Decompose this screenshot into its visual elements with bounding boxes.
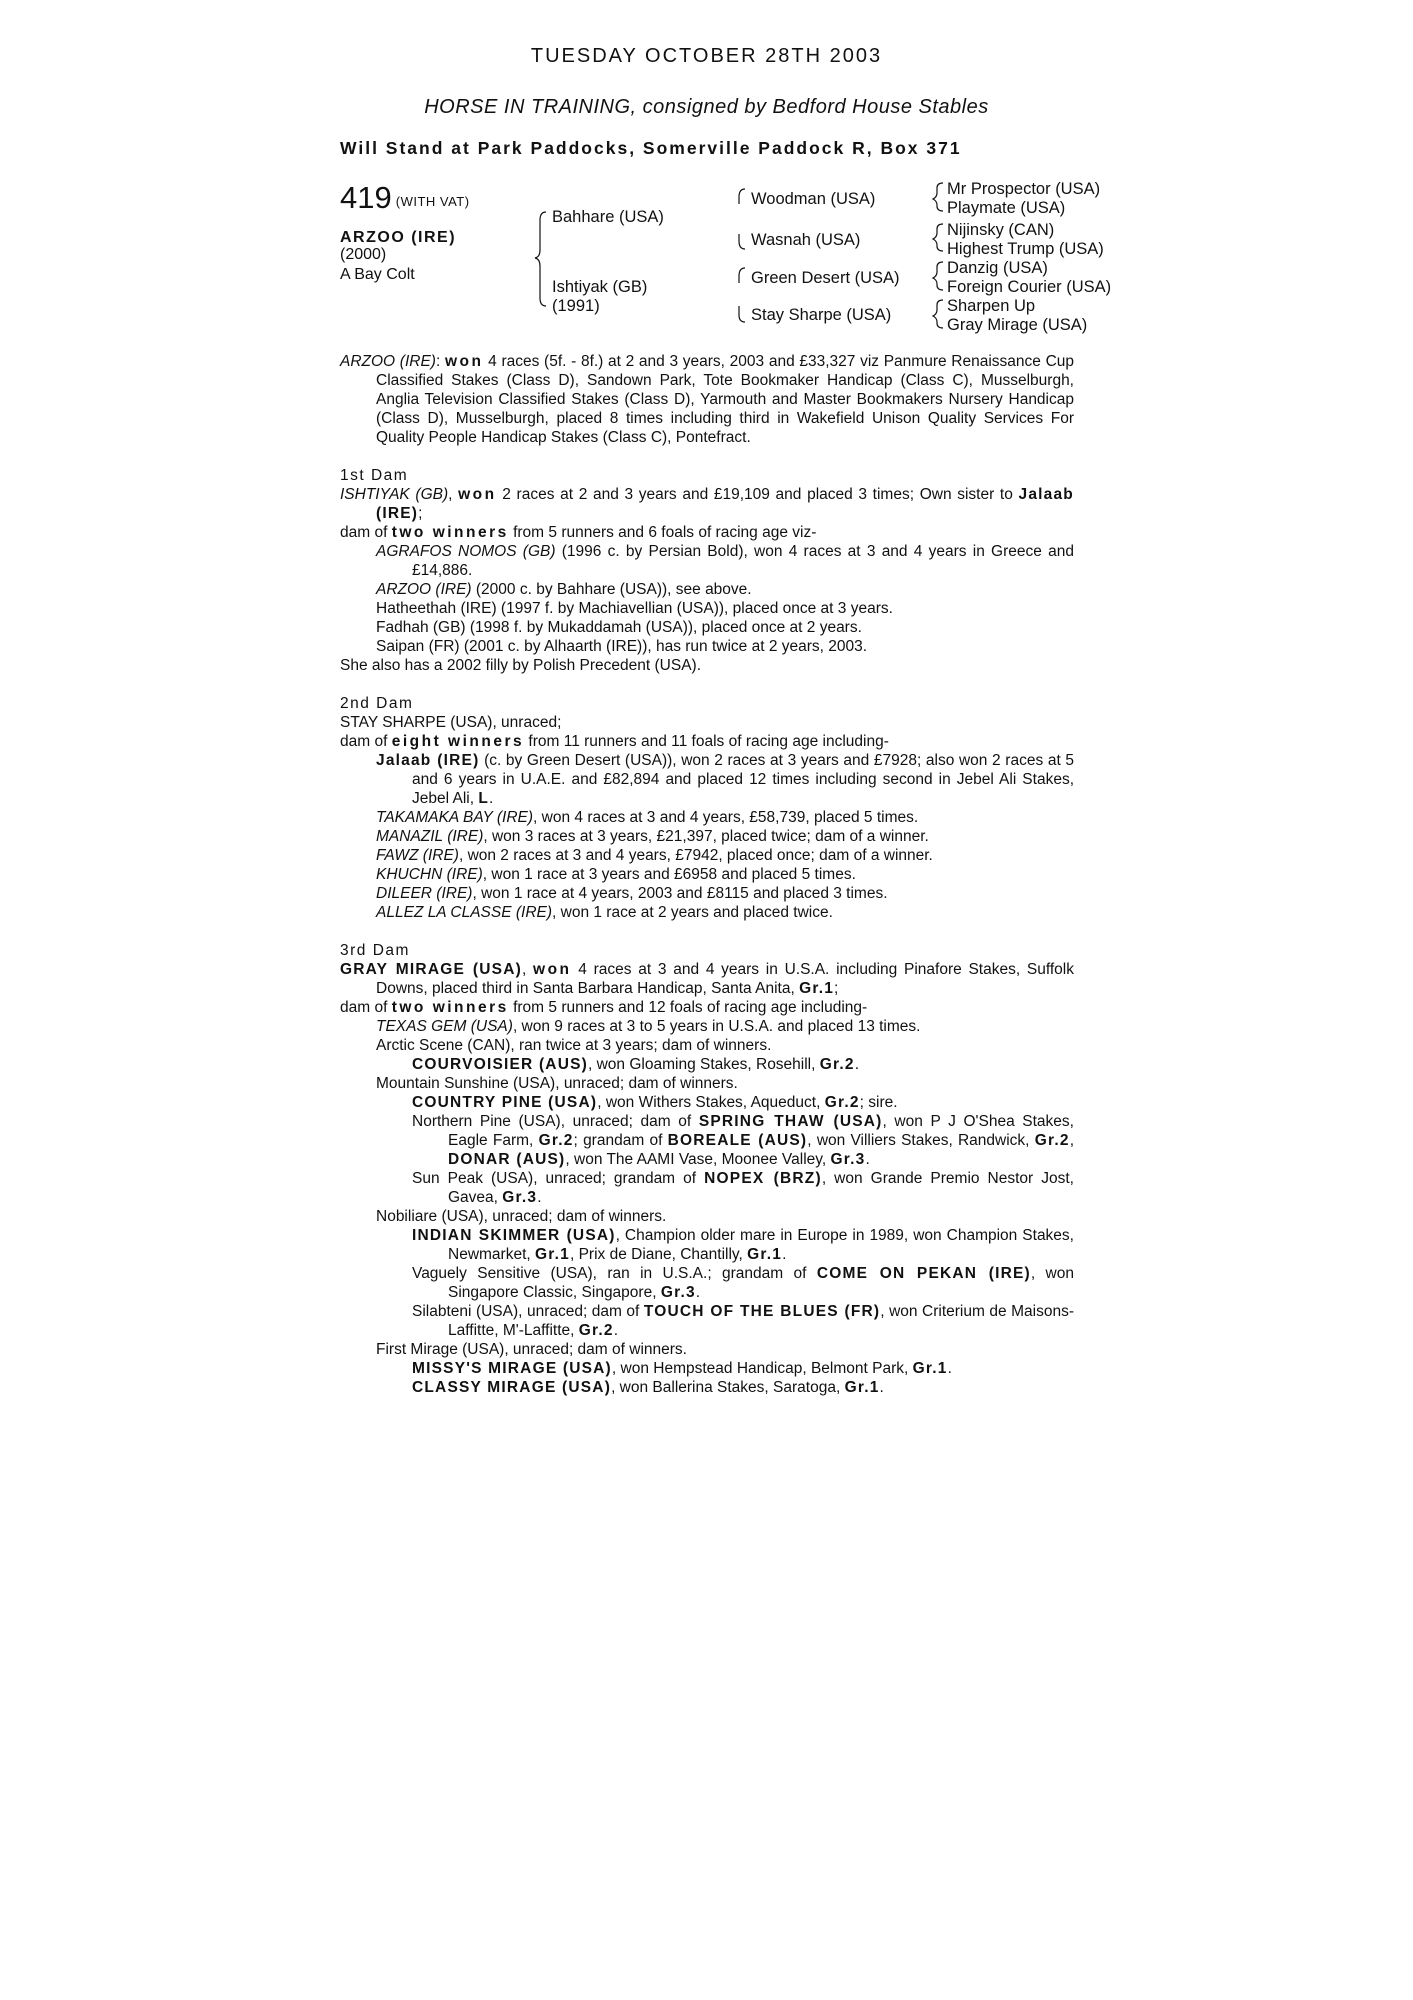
lot-number-value: 419 (340, 180, 392, 215)
first-dam-also: She also has a 2002 filly by Polish Precedent (USA). (340, 657, 701, 674)
great-grandparent-2: Playmate (USA) (947, 199, 1066, 217)
sale-date: TUESDAY OCTOBER 28TH 2003 (530, 45, 883, 67)
produce-silabteni: Silabteni (USA), unraced; dam of TOUCH OF THE BLUES (FR), won Criterium de Maisons-Laffitte, M'-Laffitte, Gr.2. (412, 1303, 1074, 1339)
vat-note: (WITH VAT) (395, 194, 470, 209)
runner-fawz: FAWZ (IRE), won 2 races at 3 and 4 years, £7942, placed once; dam of a winner. (376, 847, 933, 864)
gg-bracket-1 (933, 183, 943, 211)
dam-dam: Stay Sharpe (USA) (751, 306, 892, 324)
second-dam-produce: dam of eight winners from 11 runners and 11 foals of racing age including- (340, 733, 889, 750)
great-grandparent-4: Highest Trump (USA) (947, 240, 1104, 258)
sire-sire: Woodman (USA) (751, 190, 876, 208)
great-grandparent-6: Foreign Courier (USA) (947, 278, 1112, 296)
runner-classy-mirage: CLASSY MIRAGE (USA), won Ballerina Stakes, Saratoga, Gr.1. (412, 1379, 884, 1396)
produce-sun-peak: Sun Peak (USA), unraced; grandam of NOPEX (BRZ), won Grande Premio Nestor Jost, Gavea, Gr.3. (412, 1170, 1074, 1206)
sire-dam: Wasnah (USA) (751, 231, 861, 249)
foal-agrafos-nomos: AGRAFOS NOMOS (GB) (1996 c. by Persian Bold), won 4 races at 3 and 4 years in Greece and £14,886. (376, 543, 1074, 579)
produce-nobiliare: Nobiliare (USA), unraced; dam of winners. (376, 1208, 667, 1225)
runner-missys-mirage: MISSY'S MIRAGE (USA), won Hempstead Handicap, Belmont Park, Gr.1. (412, 1360, 952, 1377)
sire: Bahhare (USA) (552, 208, 664, 226)
great-grandparent-7: Sharpen Up (947, 297, 1036, 315)
dam-sire: Green Desert (USA) (751, 269, 900, 287)
sire-bracket (739, 189, 745, 204)
race-record: ARZOO (IRE): won 4 races (5f. - 8f.) at 2 and 3 years, 2003 and £33,327 viz Panmure Renaissance Cup Classified Stakes (Class D), Sandown Park, Tote Bookmaker Handicap (Class C), Musselburgh, Anglia Television Classified Stakes (Class D), Yarmouth and Master Bookmakers Nursery Handicap (Class D), Musselburgh, placed 8 times including third in Wakefield Unison Quality Services For Quality People Handicap Stakes (Class C), Pontefract. (340, 353, 1075, 446)
first-dam-produce: dam of two winners from 5 runners and 6 foals of racing age viz- (340, 524, 817, 541)
second-dam-heading: 2nd Dam (340, 695, 414, 712)
first-dam-record: ISHTIYAK (GB), won 2 races at 2 and 3 years and £19,109 and placed 3 times; Own sister to Jalaab (IRE); (340, 486, 1074, 522)
gg-bracket-2 (933, 224, 943, 251)
dam: Ishtiyak (GB) (552, 278, 648, 296)
foal-arzoo: ARZOO (IRE) (2000 c. by Bahhare (USA)), see above. (376, 581, 752, 598)
first-dam-heading: 1st Dam (340, 467, 409, 484)
produce-mountain-sunshine: Mountain Sunshine (USA), unraced; dam of winners. (376, 1075, 738, 1092)
second-dam-record: STAY SHARPE (USA), unraced; (340, 714, 562, 731)
runner-texas-gem: TEXAS GEM (USA), won 9 races at 3 to 5 years in U.S.A. and placed 13 times. (376, 1018, 921, 1035)
great-grandparent-5: Danzig (USA) (947, 259, 1048, 277)
runner-dileer: DILEER (IRE), won 1 race at 4 years, 2003 and £8115 and placed 3 times. (376, 885, 888, 902)
runner-manazil: MANAZIL (IRE), won 3 races at 3 years, £21,397, placed twice; dam of a winner. (376, 828, 929, 845)
third-dam-record: GRAY MIRAGE (USA), won 4 races at 3 and 4 years in U.S.A. including Pinafore Stakes, Suffolk Downs, placed third in Santa Barbara Handicap, Santa Anita, Gr.1; (340, 961, 1074, 997)
lot-number (340, 180, 470, 216)
runner-takamaka-bay: TAKAMAKA BAY (IRE), won 4 races at 3 and 4 years, £58,739, placed 5 times. (376, 809, 919, 826)
produce-first-mirage: First Mirage (USA), unraced; dam of winners. (376, 1341, 687, 1358)
horse-year: (2000) (340, 246, 387, 263)
produce-northern-pine: Northern Pine (USA), unraced; dam of SPRING THAW (USA), won P J O'Shea Stakes, Eagle Farm, Gr.2; grandam of BOREALE (AUS), won Villiers Stakes, Randwick, Gr.2, DONAR (AUS), won The AAMI Vase, Moonee Valley, Gr.3. (412, 1113, 1074, 1168)
runner-country-pine: COUNTRY PINE (USA), won Withers Stakes, Aqueduct, Gr.2; sire. (412, 1094, 898, 1111)
runner-allez-la-classe: ALLEZ LA CLASSE (IRE), won 1 race at 2 years and placed twice. (376, 904, 833, 921)
dam-year: (1991) (552, 297, 600, 315)
runner-jalaab: Jalaab (IRE) (c. by Green Desert (USA)), won 2 races at 3 years and £7928; also won 2 races at 5 and 6 years in U.A.E. and £82,894 and placed 12 times including second in Jebel Ali Stakes, Jebel Ali, L. (376, 752, 1075, 807)
produce-arctic-scene: Arctic Scene (CAN), ran twice at 3 years; dam of winners. (376, 1037, 772, 1054)
third-dam-produce: dam of two winners from 5 runners and 12 foals of racing age including- (340, 999, 868, 1016)
stand-location: Will Stand at Park Paddocks, Somerville Paddock R, Box 371 (340, 138, 962, 158)
gg-bracket-3 (933, 262, 943, 290)
horse-name: ARZOO (IRE) (340, 229, 457, 246)
gg-bracket-4 (933, 300, 943, 328)
foal-fadhah: Fadhah (GB) (1998 f. by Mukaddamah (USA)), placed once at 2 years. (376, 619, 862, 636)
great-grandparent-8: Gray Mirage (USA) (947, 316, 1088, 334)
runner-khuchn: KHUCHN (IRE), won 1 race at 3 years and £6958 and placed 5 times. (376, 866, 856, 883)
consignment-line: HORSE IN TRAINING, consigned by Bedford House Stables (424, 96, 989, 118)
foal-hatheethah: Hatheethah (IRE) (1997 f. by Machiavellian (USA)), placed once at 3 years. (376, 600, 893, 617)
runner-courvoisier: COURVOISIER (AUS), won Gloaming Stakes, Rosehill, Gr.2. (412, 1056, 860, 1073)
dam-bracket (739, 268, 745, 283)
runner-indian-skimmer: INDIAN SKIMMER (USA), Champion older mare in Europe in 1989, won Champion Stakes, Newmarket, Gr.1, Prix de Diane, Chantilly, Gr.1. (412, 1227, 1074, 1263)
sire-dam-brace (535, 212, 546, 306)
foal-saipan: Saipan (FR) (2001 c. by Alhaarth (IRE)), has run twice at 2 years, 2003. (376, 638, 868, 655)
third-dam-heading: 3rd Dam (340, 942, 410, 959)
catalogue-body (340, 352, 1074, 1397)
produce-vaguely-sensitive: Vaguely Sensitive (USA), ran in U.S.A.; grandam of COME ON PEKAN (IRE), won Singapore Classic, Singapore, Gr.3. (412, 1265, 1074, 1301)
great-grandparent-1: Mr Prospector (USA) (947, 180, 1101, 198)
horse-description: A Bay Colt (340, 266, 415, 283)
great-grandparent-3: Nijinsky (CAN) (947, 221, 1055, 239)
